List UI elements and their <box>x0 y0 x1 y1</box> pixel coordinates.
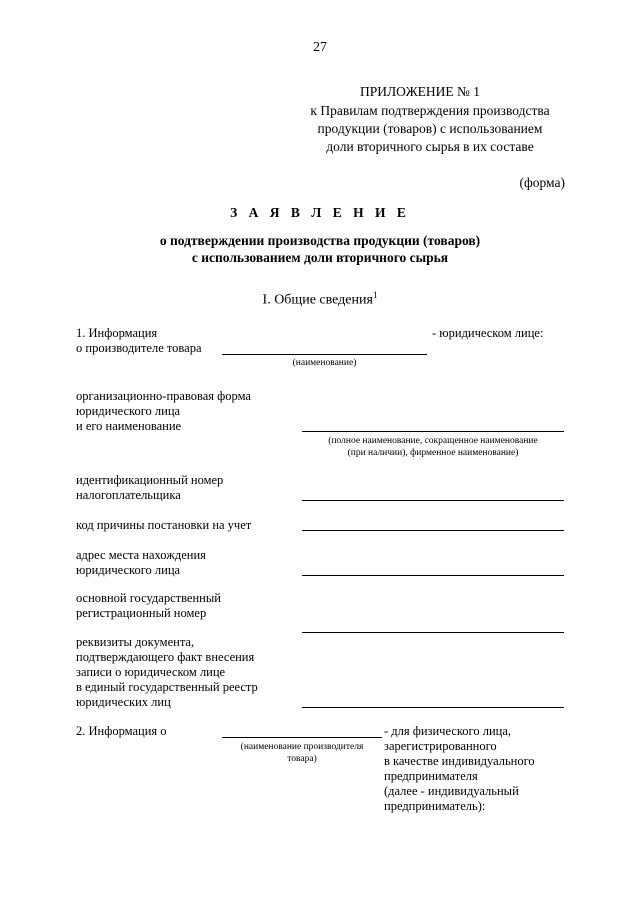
item2-suffix-line-6: предприниматель): <box>384 799 486 813</box>
appendix-line-1: к Правилам подтверждения производства <box>310 103 550 118</box>
item2-suffix-line-2: зарегистрированного <box>384 739 497 753</box>
document-subtitle-line-2: с использованием доли вторичного сырья <box>191 250 449 265</box>
field-ogrn-line-2: регистрационный номер <box>76 606 207 620</box>
field-registry-doc-line-2: подтверждающего факт внесения <box>76 650 255 664</box>
field-registry-doc-line-1: реквизиты документа, <box>76 635 195 649</box>
producer-name-caption-line-2: товара) <box>287 754 317 764</box>
field-address-line-1: адрес места нахождения <box>76 548 206 562</box>
legal-form-caption-line-2: (при наличии), фирменное наименование) <box>347 448 519 458</box>
item1-label-line-1: 1. Информация <box>76 326 158 340</box>
producer-name-field[interactable] <box>222 737 382 738</box>
ogrn-field[interactable] <box>302 632 564 633</box>
field-registry-doc-line-3: записи о юридическом лице <box>76 665 226 679</box>
item2-suffix-line-3: в качестве индивидуального <box>384 754 535 768</box>
section-footnote-mark: 1 <box>372 290 378 300</box>
section-title <box>0 290 640 309</box>
item2-suffix-line-5: (далее - индивидуальный <box>384 784 519 798</box>
field-legal-form-line-3: и его наименование <box>76 419 182 433</box>
document-subtitle-line-1: о подтверждении производства продукции (товаров) <box>159 233 481 248</box>
address-field[interactable] <box>302 575 564 576</box>
producer-name-caption-line-1: (наименование производителя <box>240 742 364 752</box>
field-registry-doc-line-5: юридических лиц <box>76 695 171 709</box>
appendix-line-3: доли вторичного сырья в их составе <box>326 139 534 154</box>
form-label: (форма) <box>519 175 565 190</box>
field-inn-line-2: налогоплательщика <box>76 488 181 502</box>
field-inn-line-1: идентификационный номер <box>76 473 224 487</box>
page-number: 27 <box>313 40 327 55</box>
item2-label: 2. Информация о <box>76 724 167 738</box>
manufacturer-name-field[interactable] <box>222 354 427 355</box>
field-registry-doc-line-4: в единый государственный реестр <box>76 680 258 694</box>
field-ogrn-line-1: основной государственный <box>76 591 221 605</box>
item2-suffix-line-4: предпринимателя <box>384 769 478 783</box>
field-legal-form-line-2: юридического лица <box>76 404 181 418</box>
item1-label-line-2: о производителе товара <box>76 341 202 355</box>
field-kpp-line-1: код причины постановки на учет <box>76 518 252 532</box>
inn-field[interactable] <box>302 500 564 501</box>
legal-form-field[interactable] <box>302 431 564 432</box>
item2-suffix-line-1: - для физического лица, <box>384 724 512 738</box>
document-title: З А Я В Л Е Н И Е <box>230 205 410 220</box>
appendix-line-2: продукции (товаров) с использованием <box>317 121 543 136</box>
item1-suffix: - юридическом лице: <box>432 326 544 340</box>
kpp-field[interactable] <box>302 530 564 531</box>
manufacturer-name-caption: (наименование) <box>292 358 357 368</box>
section-title-text: I. Общие сведения <box>262 292 373 308</box>
appendix-title: ПРИЛОЖЕНИЕ № 1 <box>360 84 481 99</box>
legal-form-caption-line-1: (полное наименование, сокращенное наименование <box>328 436 538 446</box>
field-address-line-2: юридического лица <box>76 563 181 577</box>
field-legal-form-line-1: организационно-правовая форма <box>76 389 251 403</box>
registry-doc-field[interactable] <box>302 707 564 708</box>
